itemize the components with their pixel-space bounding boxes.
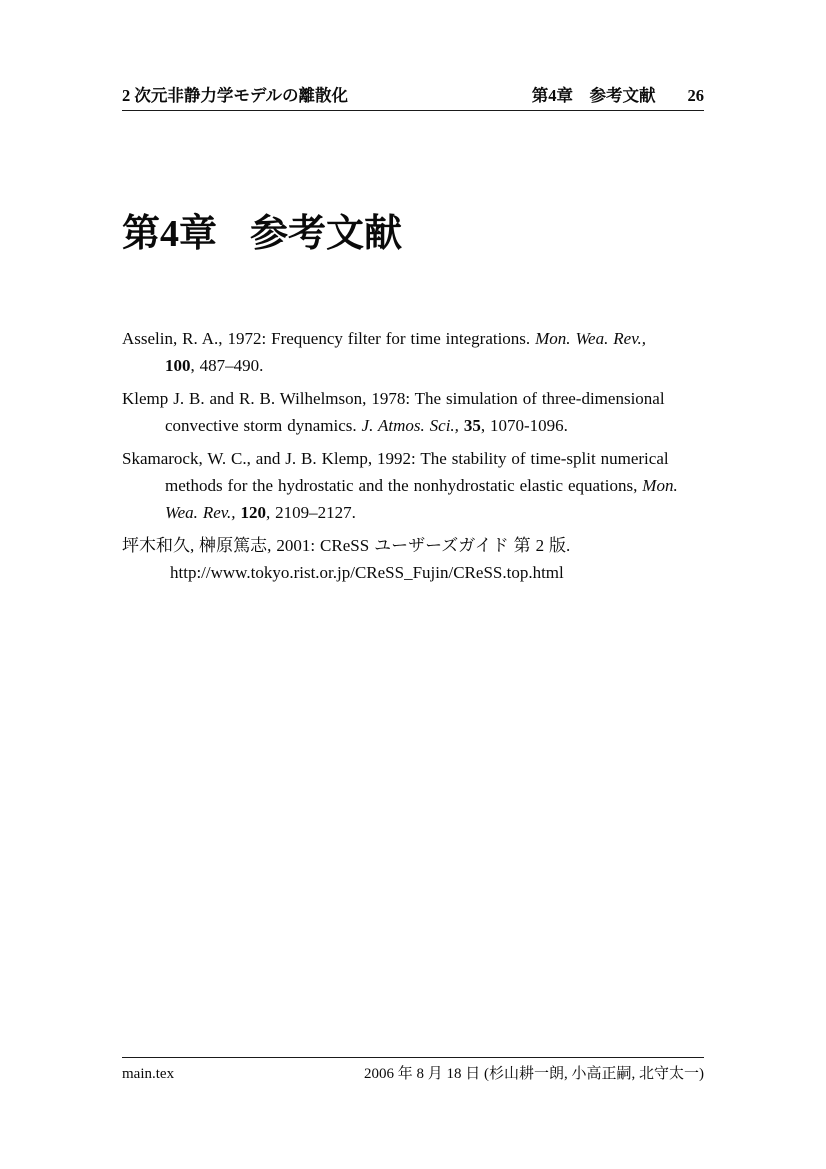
reference-text-run: 坪木和久, 榊原篤志, 2001: CReSS ユーザーズガイド 第 2 版. [122, 536, 571, 555]
reference-text-run: Mon. Wea. Rev., [535, 329, 646, 348]
reference-text-run: Wea. Rev., [165, 503, 241, 522]
reference-text-run: , 487–490. [190, 356, 264, 375]
reference-text-run: Asselin, R. A., 1972: Frequency filter for time integrations. [122, 329, 536, 348]
chapter-number: 第4章 [122, 213, 218, 255]
page-number: 26 [687, 86, 704, 105]
reference-text-run: 35 [463, 416, 481, 435]
reference-text-run: 120 [240, 503, 266, 522]
chapter-title-text: 参考文献 [250, 213, 403, 255]
page-footer [122, 1057, 704, 1084]
footer-date-authors: 2006 年 8 月 18 日 (杉山耕一朗, 小高正嗣, 北守太一) [364, 1066, 704, 1082]
reference-text-run: convective storm dynamics. [165, 416, 362, 435]
reference-item [122, 325, 722, 379]
reference-text-run: J. Atmos. Sci., [361, 416, 464, 435]
reference-text-run: Klemp J. B. and R. B. Wilhelmson, 1978: The simulation of three-dimensional [122, 389, 665, 408]
reference-text-run: methods for the hydrostatic and the nonhydrostatic elastic equations, [165, 476, 643, 495]
reference-text-run: Mon. [642, 476, 678, 495]
header-section-title: 2 次元非静力学モデルの離散化 [122, 86, 349, 105]
reference-url: http://www.tokyo.rist.or.jp/CReSS_Fujin/CReSS.top.html [170, 563, 564, 582]
reference-text-run: , 1070-1096. [480, 416, 568, 435]
references-list [122, 325, 722, 592]
reference-text-run: 100 [165, 356, 191, 375]
page-header [122, 86, 704, 111]
reference-item [122, 532, 722, 586]
reference-item [122, 445, 722, 526]
footer-filename: main.tex [122, 1066, 175, 1082]
chapter-heading [122, 212, 402, 256]
reference-text-run: , 2109–2127. [265, 503, 356, 522]
reference-item [122, 385, 722, 439]
header-chapter-label: 第4章 参考文献 [531, 86, 656, 105]
reference-text-run: Skamarock, W. C., and J. B. Klemp, 1992: The stability of time-split numerical [122, 449, 669, 468]
header-right [532, 86, 704, 106]
